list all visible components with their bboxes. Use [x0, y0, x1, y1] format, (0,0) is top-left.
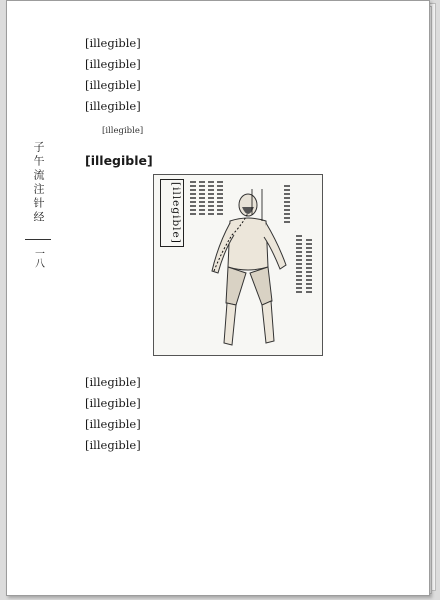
body-text-line: [illegible] — [85, 417, 141, 431]
body-text-line: [illegible] — [85, 78, 141, 92]
document-page — [6, 0, 430, 596]
book-title: 子午流注针经 — [32, 141, 45, 225]
body-text-line: [illegible] — [85, 375, 141, 389]
page-margin — [25, 141, 51, 272]
figure-caption: [illegible] — [160, 179, 184, 247]
figure-labels-right — [284, 185, 314, 305]
figure-label — [306, 239, 312, 295]
body-text-line: [illegible] — [85, 396, 141, 410]
page-number: 一八 — [32, 248, 44, 268]
margin-rule — [25, 239, 51, 240]
meridian-figure — [153, 174, 323, 356]
body-text-line: [illegible] — [85, 99, 141, 113]
figure-label — [296, 235, 302, 295]
body-text-line: [illegible] — [85, 438, 141, 452]
human-figure-illustration — [182, 185, 292, 353]
page-content — [85, 33, 415, 456]
note-paragraph: [illegible] — [102, 126, 144, 136]
section-heading: [illegible] — [85, 153, 153, 168]
figure-label — [284, 185, 290, 225]
body-text-line: [illegible] — [85, 57, 141, 71]
body-text-line: [illegible] — [85, 36, 141, 50]
